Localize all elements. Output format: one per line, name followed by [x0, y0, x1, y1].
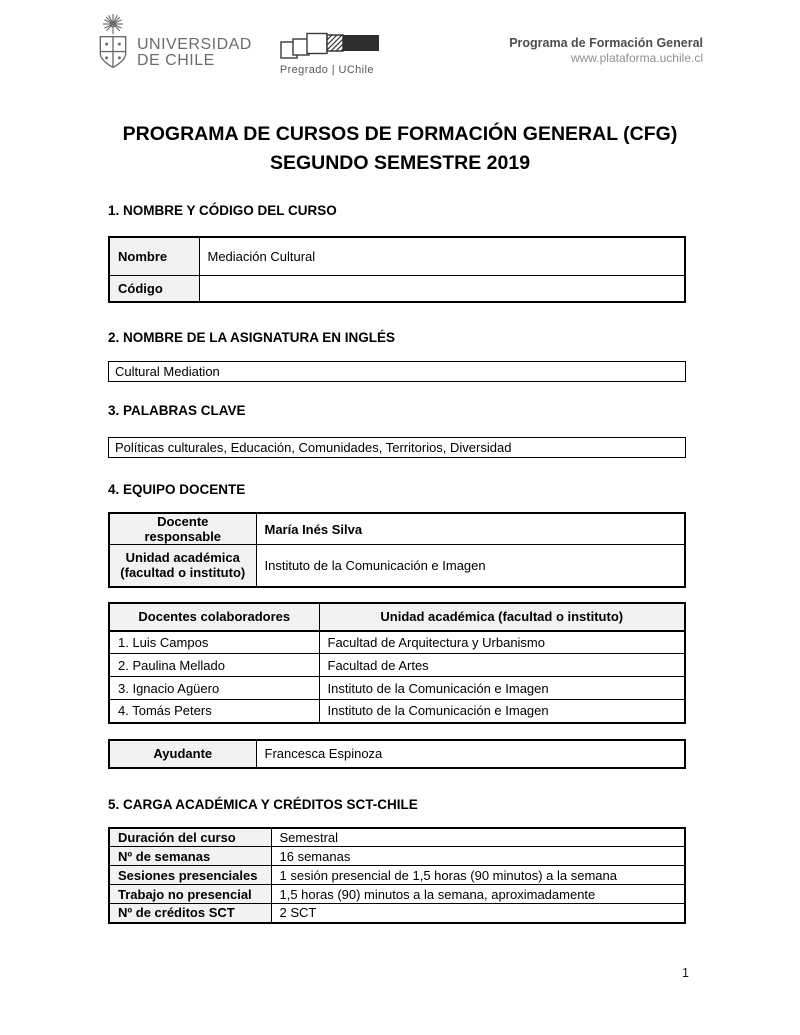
course-code-value [199, 275, 685, 302]
academic-unit-label: Unidad académica (facultad o instituto) [109, 545, 256, 587]
name-label: Nombre [109, 237, 199, 275]
sct-credits-label: Nº de créditos SCT [109, 904, 271, 923]
table-row [109, 847, 685, 866]
sessions-value: 1 sesión presencial de 1,5 horas (90 minutos) a la semana [271, 866, 685, 885]
collaborators-column-header: Docentes colaboradores [109, 603, 319, 631]
table-row [109, 885, 685, 904]
collaborator-unit: Facultad de Arquitectura y Urbanismo [319, 631, 685, 654]
collaborator-name: 1. Luis Campos [109, 631, 319, 654]
section-5-heading: 5. CARGA ACADÉMICA Y CRÉDITOS SCT-CHILE [108, 796, 418, 812]
table-row [109, 828, 685, 847]
university-name-line1: UNIVERSIDAD [137, 36, 252, 53]
program-name: Programa de Formación General [509, 36, 703, 50]
table-row [109, 700, 685, 723]
duration-value: Semestral [271, 828, 685, 847]
weeks-value: 16 semanas [271, 847, 685, 866]
academic-unit-value: Instituto de la Comunicación e Imagen [256, 545, 685, 587]
assistant-label: Ayudante [109, 740, 256, 768]
pregrado-squares-icon [280, 32, 380, 60]
section-3-heading: 3. PALABRAS CLAVE [108, 403, 246, 418]
table-row [109, 237, 685, 275]
assistant-table [108, 739, 686, 769]
section-4-heading: 4. EQUIPO DOCENTE [108, 482, 246, 497]
collaborating-teachers-table [108, 602, 686, 724]
table-row [109, 904, 685, 923]
english-name-box: Cultural Mediation [108, 361, 686, 382]
code-label: Código [109, 275, 199, 302]
keywords-box: Políticas culturales, Educación, Comunidades, Territorios, Diversidad [108, 437, 686, 458]
university-name [137, 37, 252, 69]
table-header-row [109, 603, 685, 631]
document-body [108, 202, 688, 924]
page-number: 1 [682, 966, 689, 980]
website-url: www.plataforma.uchile.cl [570, 51, 703, 65]
document-title-line2: SEGUNDO SEMESTRE 2019 [269, 152, 531, 174]
collaborator-unit: Facultad de Artes [319, 654, 685, 677]
non-presential-label: Trabajo no presencial [109, 885, 271, 904]
document-title-line1: PROGRAMA DE CURSOS DE FORMACIÓN GENERAL (CFG) [122, 123, 678, 145]
university-crest-icon [95, 12, 131, 72]
table-row [109, 677, 685, 700]
course-name-code-table [108, 236, 686, 303]
collaborator-name: 2. Paulina Mellado [109, 654, 319, 677]
section-1-heading: 1. NOMBRE Y CÓDIGO DEL CURSO [108, 203, 337, 218]
academic-load-table [108, 827, 686, 924]
pregrado-brand [280, 32, 380, 76]
table-row [109, 513, 685, 545]
collaborator-name: 4. Tomás Peters [109, 700, 319, 723]
document-title [0, 120, 800, 178]
university-brand [95, 12, 252, 72]
header-right [509, 36, 703, 66]
page-header [0, 0, 800, 78]
sct-credits-value: 2 SCT [271, 904, 685, 923]
assistant-value: Francesca Espinoza [256, 740, 685, 768]
collaborator-name: 3. Ignacio Agüero [109, 677, 319, 700]
responsible-teacher-value: María Inés Silva [256, 513, 685, 545]
pregrado-label: Pregrado | UChile [279, 64, 374, 76]
section-2-heading: 2. NOMBRE DE LA ASIGNATURA EN INGLÉS [108, 330, 396, 345]
table-row [109, 545, 685, 587]
university-name-line2: DE CHILE [137, 52, 215, 69]
responsible-teacher-table [108, 512, 686, 588]
weeks-label: Nº de semanas [109, 847, 271, 866]
unit-column-header: Unidad académica (facultad o instituto) [319, 603, 685, 631]
collaborator-unit: Instituto de la Comunicación e Imagen [319, 700, 685, 723]
collaborator-unit: Instituto de la Comunicación e Imagen [319, 677, 685, 700]
duration-label: Duración del curso [109, 828, 271, 847]
table-row [109, 275, 685, 302]
table-row [109, 654, 685, 677]
sessions-label: Sesiones presenciales [109, 866, 271, 885]
table-row [109, 866, 685, 885]
table-row [109, 740, 685, 768]
non-presential-value: 1,5 horas (90) minutos a la semana, aproximadamente [271, 885, 685, 904]
course-name-value: Mediación Cultural [199, 237, 685, 275]
table-row [109, 631, 685, 654]
responsible-teacher-label: Docente responsable [109, 513, 256, 545]
